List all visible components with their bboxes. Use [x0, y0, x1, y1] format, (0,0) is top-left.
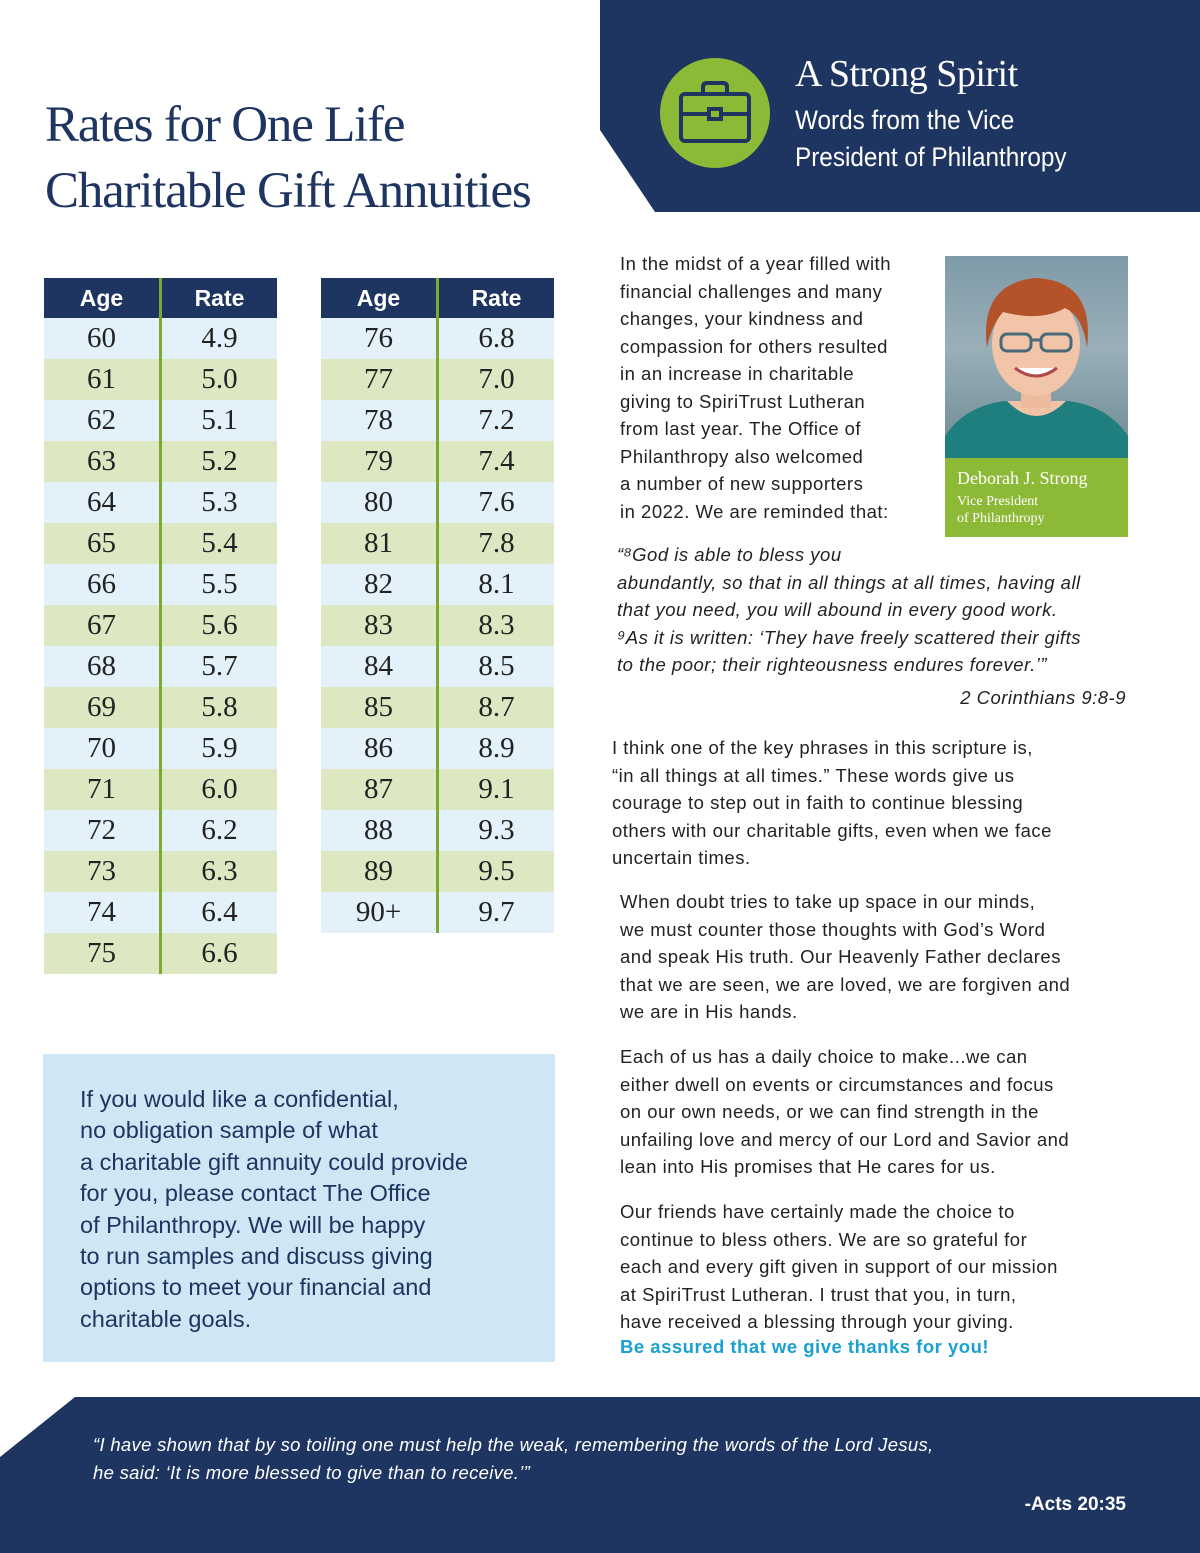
footer-citation: -Acts 20:35 [1024, 1494, 1126, 1515]
table-row [44, 892, 277, 933]
rate-cell: 5.9 [161, 728, 278, 769]
rate-cell: 5.4 [161, 523, 278, 564]
age-cell: 71 [44, 769, 161, 810]
profile-name: Deborah J. Strong [957, 468, 1088, 488]
rate-cell: 8.9 [438, 728, 555, 769]
age-cell: 62 [44, 400, 161, 441]
table-row [321, 728, 554, 769]
briefcase-icon [678, 80, 752, 146]
table-row [321, 605, 554, 646]
age-cell: 70 [44, 728, 161, 769]
rate-cell: 6.2 [161, 810, 278, 851]
table-row [44, 646, 277, 687]
age-cell: 60 [44, 318, 161, 359]
table-row [321, 359, 554, 400]
rate-cell: 7.0 [438, 359, 555, 400]
age-cell: 73 [44, 851, 161, 892]
table-row [44, 933, 277, 974]
table-row [44, 605, 277, 646]
table-row [321, 482, 554, 523]
table-row [321, 892, 554, 933]
rate-cell: 6.3 [161, 851, 278, 892]
table-row [44, 851, 277, 892]
rate-cell: 5.3 [161, 482, 278, 523]
age-cell: 86 [321, 728, 438, 769]
closing-line: Be assured that we give thanks for you! [620, 1336, 990, 1357]
age-cell: 76 [321, 318, 438, 359]
rates-table-right [321, 278, 554, 933]
rate-cell: 7.2 [438, 400, 555, 441]
contact-callout [43, 1054, 555, 1362]
age-cell: 72 [44, 810, 161, 851]
table-row [321, 441, 554, 482]
footer-quote: “I have shown that by so toiling one must help the weak, remembering the words of the Lord Jesus, he said: ‘It is more blessed to give than to receive.’” [93, 1434, 934, 1483]
section-title: A Strong Spirit [795, 53, 1018, 95]
table-row [44, 318, 277, 359]
article-paragraph-4: Our friends have certainly made the choice to continue to bless others. We are so grateful for each and every gift given in support of our mission at SpiriTrust Lutheran. I trust that you, in turn, have received a blessing through your giving. [620, 1201, 1058, 1332]
rate-column-header: Rate [161, 278, 278, 318]
table-row [321, 687, 554, 728]
table-row [44, 482, 277, 523]
rate-cell: 6.6 [161, 933, 278, 974]
age-cell: 67 [44, 605, 161, 646]
rate-cell: 8.7 [438, 687, 555, 728]
table-row [44, 769, 277, 810]
rate-cell: 6.4 [161, 892, 278, 933]
age-cell: 90+ [321, 892, 438, 933]
rate-cell: 9.3 [438, 810, 555, 851]
age-cell: 68 [44, 646, 161, 687]
rate-cell: 4.9 [161, 318, 278, 359]
table-row [44, 441, 277, 482]
table-header-row [321, 278, 554, 318]
profile-title: Vice President of Philanthropy [957, 494, 1045, 526]
rate-cell: 5.0 [161, 359, 278, 400]
briefcase-icon-badge [660, 58, 770, 168]
portrait-illustration [945, 256, 1128, 458]
table-row [44, 728, 277, 769]
table-row [44, 523, 277, 564]
table-row [321, 851, 554, 892]
table-row [321, 564, 554, 605]
page-title: Rates for One Life Charitable Gift Annuities [45, 97, 531, 219]
rate-cell: 9.5 [438, 851, 555, 892]
rate-cell: 9.7 [438, 892, 555, 933]
rate-cell: 5.5 [161, 564, 278, 605]
age-cell: 78 [321, 400, 438, 441]
age-cell: 88 [321, 810, 438, 851]
contact-callout-text: If you would like a confidential, no obligation sample of what a charitable gift annuity could provide for you, please contact The Office of Philanthropy. We will be happy to run samples and discuss giving options to meet your financial and charitable goals. [80, 1086, 468, 1332]
rate-cell: 5.6 [161, 605, 278, 646]
age-cell: 82 [321, 564, 438, 605]
age-cell: 89 [321, 851, 438, 892]
age-cell: 69 [44, 687, 161, 728]
rate-cell: 7.6 [438, 482, 555, 523]
section-subtitle: Words from the Vice President of Philanthropy [795, 105, 1067, 172]
table-header-row [44, 278, 277, 318]
profile-caption [945, 458, 1128, 537]
table-row [44, 564, 277, 605]
age-cell: 75 [44, 933, 161, 974]
article-intro: In the midst of a year filled with financial challenges and many changes, your kindness and compassion for others resulted in an increase in charitable giving to SpiriTrust Lutheran from last year. The Office of Philanthropy also welcomed a number of new supporters in 2022. We are reminded that: [620, 253, 891, 522]
rate-cell: 5.8 [161, 687, 278, 728]
age-column-header: Age [321, 278, 438, 318]
age-cell: 74 [44, 892, 161, 933]
age-cell: 83 [321, 605, 438, 646]
scripture-quote: “⁸God is able to bless you abundantly, so that in all things at all times, having all that you need, you will abound in every good work. ⁹As it is written: ‘They have freely scattered their gifts to the poor; their righteousness endures forever.’” [617, 544, 1081, 675]
age-cell: 65 [44, 523, 161, 564]
scripture-citation: 2 Corinthians 9:8-9 [960, 687, 1126, 708]
rate-cell: 7.8 [438, 523, 555, 564]
profile-photo [945, 256, 1128, 458]
age-cell: 81 [321, 523, 438, 564]
age-cell: 77 [321, 359, 438, 400]
age-cell: 79 [321, 441, 438, 482]
age-cell: 87 [321, 769, 438, 810]
age-cell: 64 [44, 482, 161, 523]
age-cell: 80 [321, 482, 438, 523]
age-column-header: Age [44, 278, 161, 318]
table-row [321, 523, 554, 564]
rates-table-left [44, 278, 277, 974]
rate-cell: 5.7 [161, 646, 278, 687]
table-row [321, 810, 554, 851]
article-paragraph-3: Each of us has a daily choice to make...we can either dwell on events or circumstances and focus on our own needs, or we can find strength in the unfailing love and mercy of our Lord and Savior and lean into His promises that He cares for us. [620, 1046, 1070, 1177]
table-row [44, 400, 277, 441]
article-paragraph-2: When doubt tries to take up space in our minds, we must counter those thoughts with God’s Word and speak His truth. Our Heavenly Father declares that we are seen, we are loved, we are forgiven and we are in His hands. [620, 891, 1071, 1022]
rate-cell: 6.0 [161, 769, 278, 810]
age-cell: 61 [44, 359, 161, 400]
table-row [321, 769, 554, 810]
rate-cell: 6.8 [438, 318, 555, 359]
table-row [321, 400, 554, 441]
rate-cell: 5.1 [161, 400, 278, 441]
table-row [44, 359, 277, 400]
rate-cell: 7.4 [438, 441, 555, 482]
age-cell: 84 [321, 646, 438, 687]
rate-cell: 8.3 [438, 605, 555, 646]
article-paragraph-1: I think one of the key phrases in this scripture is, “in all things at all times.” These words give us courage to step out in faith to continue blessing others with our charitable gifts, even when we face uncertain times. [612, 737, 1052, 868]
rate-cell: 8.5 [438, 646, 555, 687]
rate-cell: 9.1 [438, 769, 555, 810]
rate-cell: 8.1 [438, 564, 555, 605]
table-row [44, 810, 277, 851]
table-row [44, 687, 277, 728]
age-cell: 66 [44, 564, 161, 605]
rate-cell: 5.2 [161, 441, 278, 482]
age-cell: 63 [44, 441, 161, 482]
table-row [321, 646, 554, 687]
rate-column-header: Rate [438, 278, 555, 318]
table-row [321, 318, 554, 359]
age-cell: 85 [321, 687, 438, 728]
